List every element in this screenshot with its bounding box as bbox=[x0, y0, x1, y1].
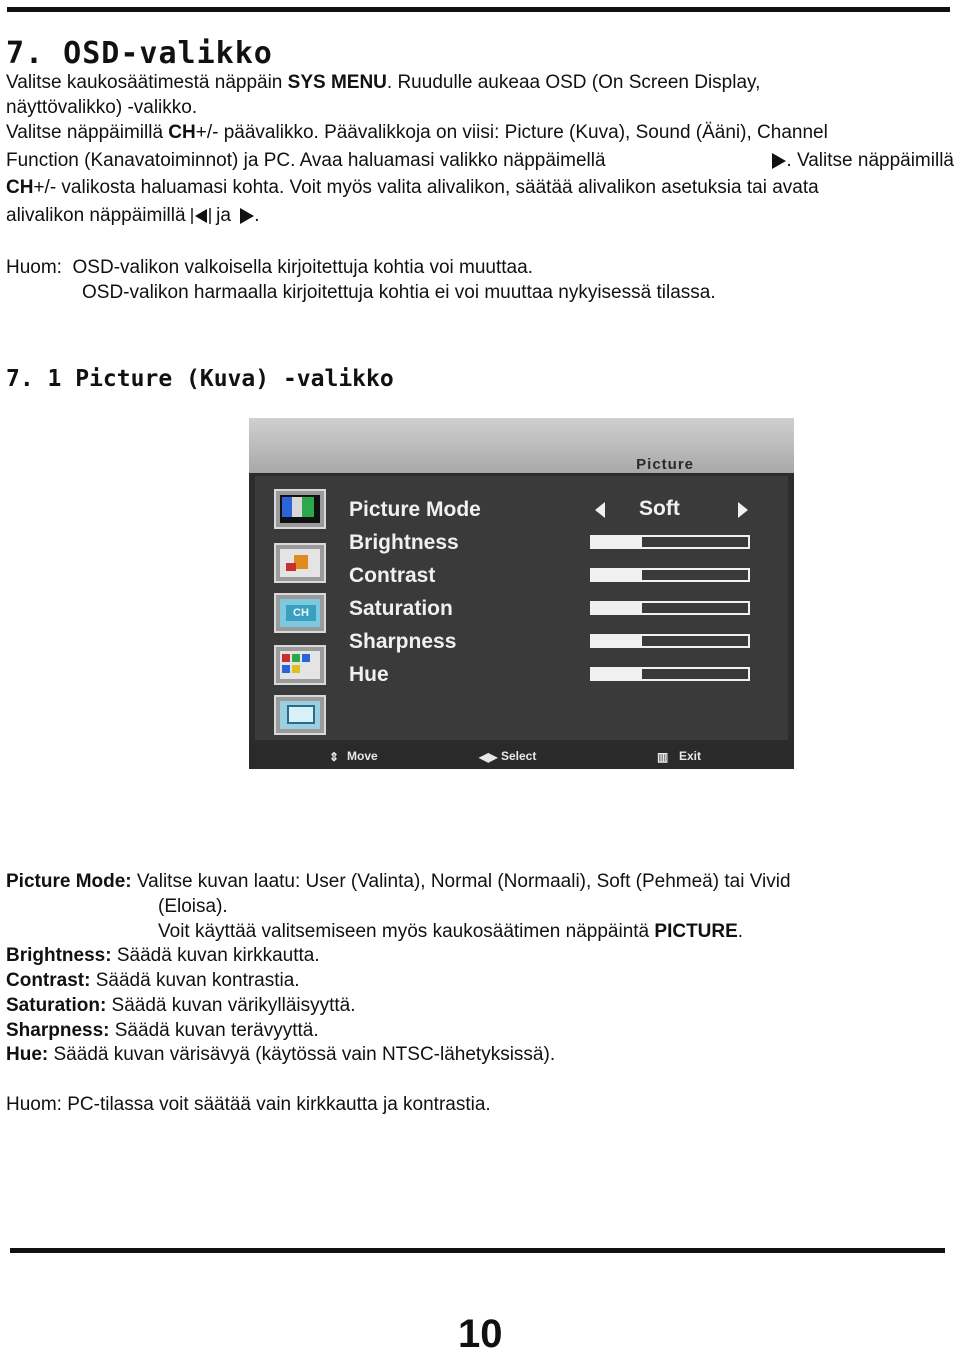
osd-title: Picture bbox=[636, 456, 694, 473]
desc-brightness: Brightness: Säädä kuvan kirkkautta. bbox=[6, 945, 320, 966]
exit-icon: ▥ bbox=[657, 750, 669, 764]
intro-line-5: CH+/- valikosta haluamasi kohta. Voit myös valita alivalikon, säätää alivalikon asetuksia tai avata bbox=[6, 177, 819, 198]
sharpness-label: Sharpness bbox=[349, 630, 457, 653]
contrast-bar bbox=[590, 568, 750, 582]
desc-contrast: Contrast: Säädä kuvan kontrastia. bbox=[6, 970, 300, 991]
saturation-label: Saturation bbox=[349, 597, 453, 620]
top-rule bbox=[7, 7, 950, 12]
contrast-label: Contrast bbox=[349, 564, 436, 587]
desc-picture-mode-extra: Voit käyttää valitsemiseen myös kaukosäätimen näppäintä PICTURE. bbox=[158, 921, 744, 942]
osd-header bbox=[249, 418, 794, 473]
picture-mode-label: Picture Mode bbox=[349, 498, 481, 521]
saturation-bar bbox=[590, 601, 750, 615]
move-icon: ⇕ bbox=[329, 750, 340, 764]
function-menu-icon bbox=[274, 645, 326, 685]
desc-hue: Hue: Säädä kuvan värisävyä (käytössä vain NTSC-lähetyksissä). bbox=[6, 1044, 556, 1065]
pc-menu-icon bbox=[274, 695, 326, 735]
hue-bar bbox=[590, 667, 750, 681]
brightness-bar bbox=[590, 535, 750, 549]
hue-label: Hue bbox=[349, 663, 389, 686]
picture-mode-value: Soft bbox=[639, 497, 680, 520]
note-line-1: Huom: OSD-valikon valkoisella kirjoitettuja kohtia voi muuttaa. bbox=[6, 257, 533, 278]
picture-menu-icon bbox=[274, 489, 326, 529]
intro-line-6: alivalikon näppäimillä ja . bbox=[6, 205, 260, 226]
desc-picture-mode: Picture Mode: Valitse kuvan laatu: User (Valinta), Normal (Normaali), Soft (Pehmeä) tai Vivid bbox=[6, 871, 791, 892]
page-heading: 7. OSD-valikko bbox=[6, 36, 273, 71]
right-arrow-icon bbox=[240, 208, 254, 224]
desc-picture-mode-cont: (Eloisa). bbox=[158, 896, 228, 917]
mode-left-arrow-icon bbox=[595, 502, 605, 518]
desc-saturation: Saturation: Säädä kuvan värikylläisyyttä. bbox=[6, 995, 356, 1016]
select-icon: ◀▶ bbox=[479, 750, 498, 764]
bottom-rule bbox=[10, 1248, 945, 1253]
sound-menu-icon bbox=[274, 543, 326, 583]
intro-line-3: Valitse näppäimillä CH+/- päävalikko. Päävalikkoja on viisi: Picture (Kuva), Sound (Ääni), Channel bbox=[6, 122, 828, 143]
intro-line-4: Function (Kanavatoiminnot) ja PC. Avaa haluamasi valikko näppäimellä . Valitse näppäimillä bbox=[6, 150, 954, 171]
brightness-label: Brightness bbox=[349, 531, 459, 554]
sharpness-bar bbox=[590, 634, 750, 648]
osd-body bbox=[255, 476, 788, 740]
note-line-2: OSD-valikon harmaalla kirjoitettuja kohtia ei voi muuttaa nykyisessä tilassa. bbox=[82, 282, 716, 303]
section-heading: 7. 1 Picture (Kuva) -valikko bbox=[6, 366, 394, 392]
mode-right-arrow-icon bbox=[738, 502, 748, 518]
note-pc-mode: Huom: PC-tilassa voit säätää vain kirkkautta ja kontrastia. bbox=[6, 1094, 491, 1115]
left-arrow-key-icon bbox=[191, 208, 211, 224]
right-arrow-icon bbox=[772, 153, 786, 169]
page-number: 10 bbox=[458, 1312, 503, 1356]
select-label: Select bbox=[501, 749, 537, 763]
desc-sharpness: Sharpness: Säädä kuvan terävyyttä. bbox=[6, 1020, 319, 1041]
exit-label: Exit bbox=[679, 749, 702, 763]
osd-footer bbox=[249, 744, 794, 769]
move-label: Move bbox=[347, 749, 378, 763]
intro-line-2: näyttövalikko) -valikko. bbox=[6, 97, 198, 118]
intro-line-1: Valitse kaukosäätimestä näppäin SYS MENU. Ruudulle aukeaa OSD (On Screen Display, bbox=[6, 72, 761, 93]
channel-menu-icon: CH bbox=[274, 593, 326, 633]
osd-menu-screenshot bbox=[249, 418, 794, 769]
